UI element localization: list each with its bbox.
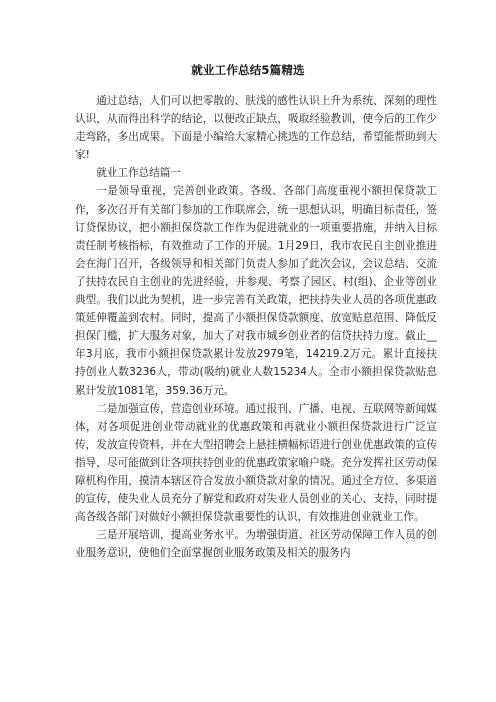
document-body	[75, 92, 437, 562]
section-heading: 就业工作总结篇一	[96, 167, 181, 180]
body-paragraph-2: 二是加强宣传，营造创业环境。通过报刊、广播、电视、互联网等新闻媒体，对各项促进创业带动就业的优惠政策和再就业小额担保贷款进行广泛宣传，发放宣传资料，并在大型招聘会上悬挂横幅标语进行创业优惠政策的宣传指导，尽可能做到让各项扶持创业的优惠政策家喻户晓。充分发挥社区劳动保障机构作用，摸清本辖区符合发放小额贷款对象的情况。通过全方位、多渠道的宣传，使失业人员充分了解党和政府对失业人员创业的关心、支持，同时提高各级各部门对做好小额担保贷款重要性的认识，有效推进创业就业工作。	[75, 402, 437, 524]
body-paragraph-3: 三是开展培训，提高业务水平。为增强街道、社区劳动保障工作人员的创业服务意识，使他们全面掌握创业服务政策及相关的服务内	[75, 529, 437, 560]
document-title: 就业工作总结5篇精选	[191, 63, 305, 77]
intro-paragraph: 通过总结，人们可以把零散的、肤浅的感性认识上升为系统、深刻的理性认识，从而得出科学的结论，以便改正缺点，吸取经验教训，使今后的工作少走弯路，多出成果。下面是小编给大家精心挑选的工作总结，希望能帮助到大家!	[75, 95, 437, 162]
body-paragraph-1: 一是领导重视，完善创业政策。各级、各部门高度重视小额担保贷款工作，多次召开有关部门参加的工作联席会，统一思想认识，明确目标责任，签订贷保协议，把小额担保贷款工作作为促进就业的一项重要措施，并纳入目标责任制考核指标，有效推动了工作的开展。1月29日，我市农民自主创业推进会在海门召开，各级领导和相关部门负责人参加了此次会议，会议总结、交流了扶持农民自主创业的先进经验，并参观、考察了园区、村(组)、企业等创业典型。我们以此为契机，进一步完善有关政策，把扶持失业人员的各项优惠政策延伸覆盖到农村。同时，提高了小额担保贷款额度、放宽贴息范围、降低反担保门槛，扩大服务对象，加大了对我市城乡创业者的信贷扶持力度。截止__年3月底，我市小额担保贷款累计发放2979笔，14219.2万元。累计直接扶持创业人数3236人，带动(吸纳)就业人数15234人。全市小额担保贷款贴息累计发放1081笔，359.36万元。	[75, 185, 437, 397]
